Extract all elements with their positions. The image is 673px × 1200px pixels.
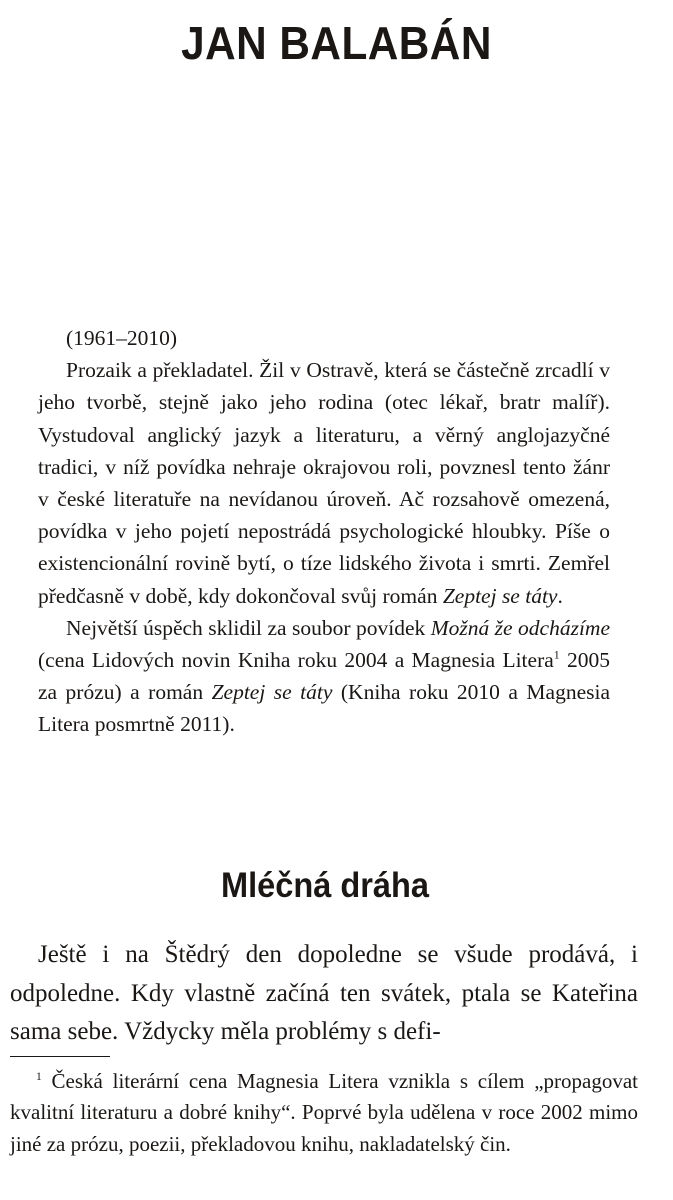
author-name: JAN BALABÁN: [181, 17, 492, 69]
story-text: Ještě i na Štědrý den dopoledne se všude prodává, i odpoledne. Kdy vlastně začíná ten svátek, ptala se Kateřina sama sebe. Vždycky měla problémy s defi-: [10, 941, 638, 1045]
story-title: Mléčná dráha: [220, 866, 430, 905]
footnote-reference[interactable]: 1: [553, 647, 560, 662]
story-collection-title: Možná že odcházíme: [430, 615, 610, 640]
bio-paragraph-2-c: 2005 za prózu) a román: [38, 648, 610, 705]
life-years: (1961–2010): [66, 326, 178, 350]
footnote-marker: 1: [36, 1070, 42, 1083]
bio-paragraph-2-d: (Kniha roku 2010 a Magnesia Litera posmrtně 2011).: [38, 680, 611, 737]
footnote-divider: [10, 1056, 110, 1057]
bio-paragraph-1: [38, 354, 610, 612]
footnote: [10, 1066, 638, 1160]
novel-title-2: Zeptej se táty: [211, 680, 333, 705]
footnote-text: Česká literární cena Magnesia Litera vznikla s cílem „propagovat kvalitní literaturu a dobré knihy“. Poprvé byla udělena v roce 2002 mimo jiné za prózu, poezii, překladovou knihu, nakladatelský čin.: [10, 1069, 638, 1156]
bio-paragraph-2-a: Největší úspěch sklidil za soubor povídek: [66, 615, 431, 640]
bio-paragraph-1-end: .: [557, 583, 563, 608]
novel-title: Zeptej se táty: [442, 583, 558, 608]
bio-paragraph-2-b: (cena Lidových novin Kniha roku 2004 a Magnesia Litera: [38, 648, 554, 673]
bio-paragraph-2: [38, 612, 610, 741]
bio-paragraph-1-text: Prozaik a překladatel. Žil v Ostravě, která se částečně zrcadlí v jeho tvorbě, stejně jako jeho rodina (otec lékař, bratr malíř). Vystudoval anglický jazyk a literaturu, a věrný anglojazyčné tradici, v níž povídka nehraje okrajovou roli, povznesl tento žánr v české literatuře na nevídanou úroveň. Ač rozsahově omezená, povídka v jeho pojetí nepostrádá psychologické hloubky. Píše o existencionální rovině bytí, o tíze lidského života i smrti. Zemřel předčasně v době, kdy dokončoval svůj román: [38, 358, 610, 608]
author-biography: [38, 322, 610, 741]
